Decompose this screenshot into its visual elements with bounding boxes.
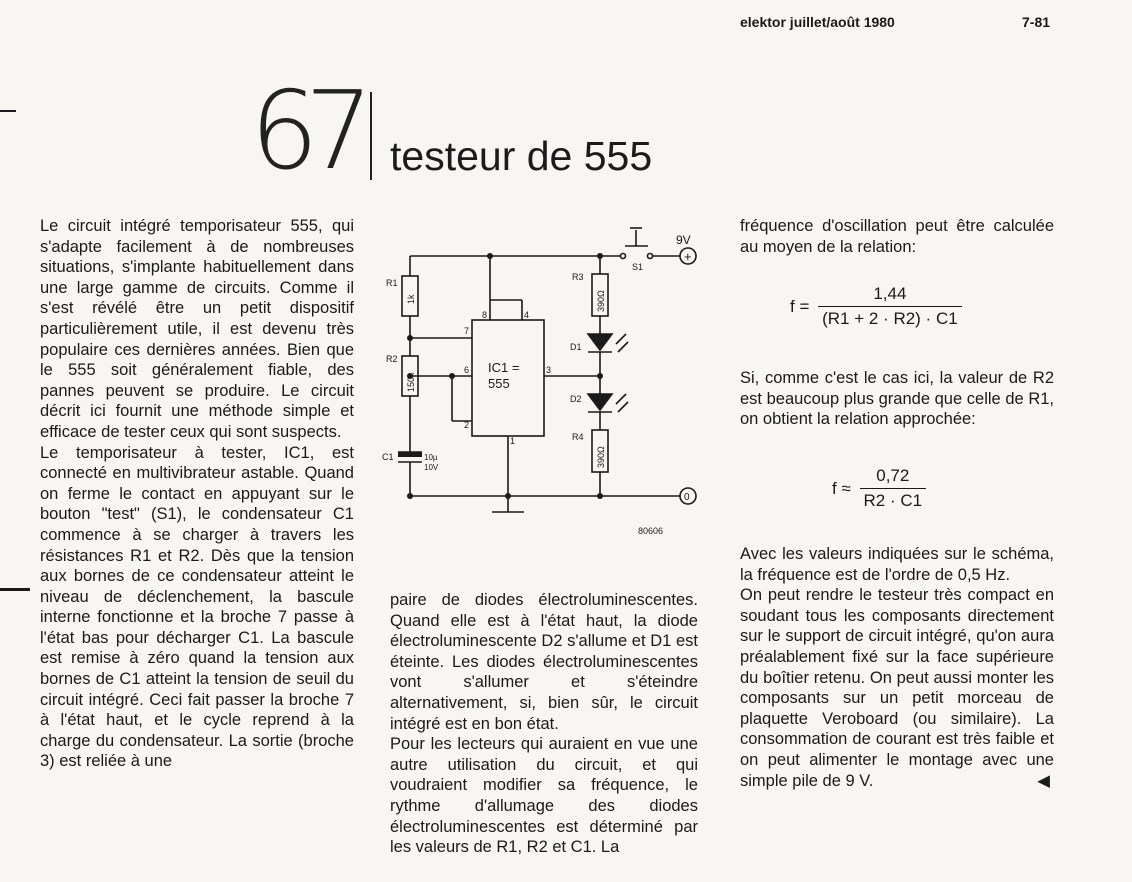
column-3-middle	[740, 368, 1054, 430]
column-3-intro	[740, 216, 1054, 257]
paragraph: Avec les valeurs indiquées sur le schéma, la fréquence est de l'ordre de 0,5 Hz.	[740, 545, 1054, 584]
article-number: 67	[250, 69, 360, 194]
pin-label: 2	[464, 420, 470, 430]
paragraph-text: On peut rendre le testeur très compact en soudant tous les composants directement sur le support de circuit intégré, qu'on aura préalablement fixé sur la face supérieure du boîtier retenu. On peut aussi monter les composants sur un petit morceau de plaquette Veroboard (ou similaire). La consommation de courant est très faible et on peut alimenter le montage avec une simple pile de 9 V.	[740, 586, 1054, 790]
end-of-article-icon: ◀	[1037, 771, 1050, 790]
formula-fraction	[860, 466, 927, 511]
figure-reference: 80606	[638, 526, 664, 536]
r4-value: 390Ω	[596, 446, 606, 468]
paragraph: Le circuit intégré temporisateur 555, qui s'adapte facilement à de nombreuses situations, s'implante habituellement dans une large gamme de circuits. Comme il s'est révélé être un petit dispositif particulièrement utile, il est devenu très populaire ces dernières années. Bien que le 555 soit généralement fiable, des pannes peuvent se produire. Le circuit décrit ici fournit une méthode simple et efficace de tester ceux qui sont suspects.	[40, 217, 354, 441]
supply-label: 9V	[676, 233, 691, 247]
paragraph: paire de diodes électroluminescentes. Quand elle est à l'état haut, la diode électroluminescente D2 s'allume et D1 est éteinte. Les diodes électroluminescentes vont s'allumer et s'éteindre alternativement, si, bien sûr, le circuit intégré est en bon état.	[390, 591, 698, 733]
title-divider	[370, 92, 372, 180]
pin-label: 3	[546, 365, 552, 375]
paragraph: Si, comme c'est le cas ici, la valeur de R2 est beaucoup plus grande que celle de R1, on obtient la relation approchée:	[740, 369, 1054, 429]
r2-value: 150k	[406, 372, 416, 392]
supply-plus: +	[684, 249, 692, 264]
paragraph: Le temporisateur à tester, IC1, est connecté en multivibrateur astable. Quand on ferme le contact en appuyant sur le bouton "test" (S1), le condensateur C1 commence à se charger à travers les résistances R1 et R2. Dès que la tension aux bornes de ce condensateur atteint le niveau de déclenchement, la bascule interne fonctionne et la broche 7 passe à l'état bas pour décharger C1. La bascule est remise à zéro quand la tension aux bornes de C1 atteint la tension de seuil du circuit intégré. Ceci fait passer la broche 7 à l'état haut, et le cycle reprend à la charge du condensateur. La sortie (broche 3) est reliée à une	[40, 443, 354, 771]
formula-lhs: f ≈	[832, 478, 851, 498]
r1-label: R1	[386, 278, 398, 288]
d1-label: D1	[570, 342, 582, 352]
margin-mark-bottom	[0, 588, 30, 591]
ic-label-2: 555	[488, 376, 510, 391]
pin-label: 6	[464, 365, 470, 375]
r3-label: R3	[572, 272, 584, 282]
column-3-end	[740, 544, 1054, 791]
paragraph: fréquence d'oscillation peut être calculée au moyen de la relation:	[740, 217, 1054, 256]
pin-label: 4	[524, 310, 530, 320]
r2-label: R2	[386, 354, 398, 364]
ground-terminal: 0	[684, 492, 690, 503]
c1-value-1: 10µ	[424, 453, 438, 462]
paragraph	[740, 585, 1054, 791]
r1-value: 1k	[406, 294, 416, 304]
pin-label: 7	[464, 326, 470, 336]
ic-label-1: IC1 =	[488, 360, 520, 375]
frequency-formula	[790, 284, 962, 329]
c1-label: C1	[382, 452, 394, 462]
column-1	[40, 216, 354, 772]
approx-formula	[832, 466, 926, 511]
page-header	[740, 14, 1100, 38]
r3-value: 390Ω	[596, 290, 606, 312]
r4-label: R4	[572, 432, 584, 442]
formula-numerator: 1,44	[818, 284, 962, 307]
formula-fraction	[818, 284, 962, 329]
formula-lhs: f =	[790, 296, 810, 316]
paragraph: Pour les lecteurs qui auraient en vue une autre utilisation du circuit, et qui voudraient modifier sa fréquence, le rythme d'allumage des diodes électroluminescentes est déterminé par les valeurs de R1, R2 et C1. La	[390, 735, 698, 857]
magazine-issue: elektor juillet/août 1980	[740, 14, 895, 30]
circuit-schematic	[380, 216, 710, 546]
formula-denominator: R2 · C1	[863, 491, 923, 510]
c1-value-2: 10V	[424, 463, 439, 472]
page-number: 7-81	[1022, 14, 1051, 30]
switch-label: S1	[632, 262, 644, 272]
column-2	[390, 590, 698, 858]
d2-label: D2	[570, 394, 582, 404]
formula-numerator: 0,72	[860, 466, 927, 489]
article-title: testeur de 555	[390, 133, 653, 179]
pin-label: 8	[482, 310, 488, 320]
pin-label: 1	[510, 436, 516, 446]
margin-mark-top	[0, 110, 16, 112]
formula-denominator: (R1 + 2 · R2) · C1	[822, 309, 958, 328]
